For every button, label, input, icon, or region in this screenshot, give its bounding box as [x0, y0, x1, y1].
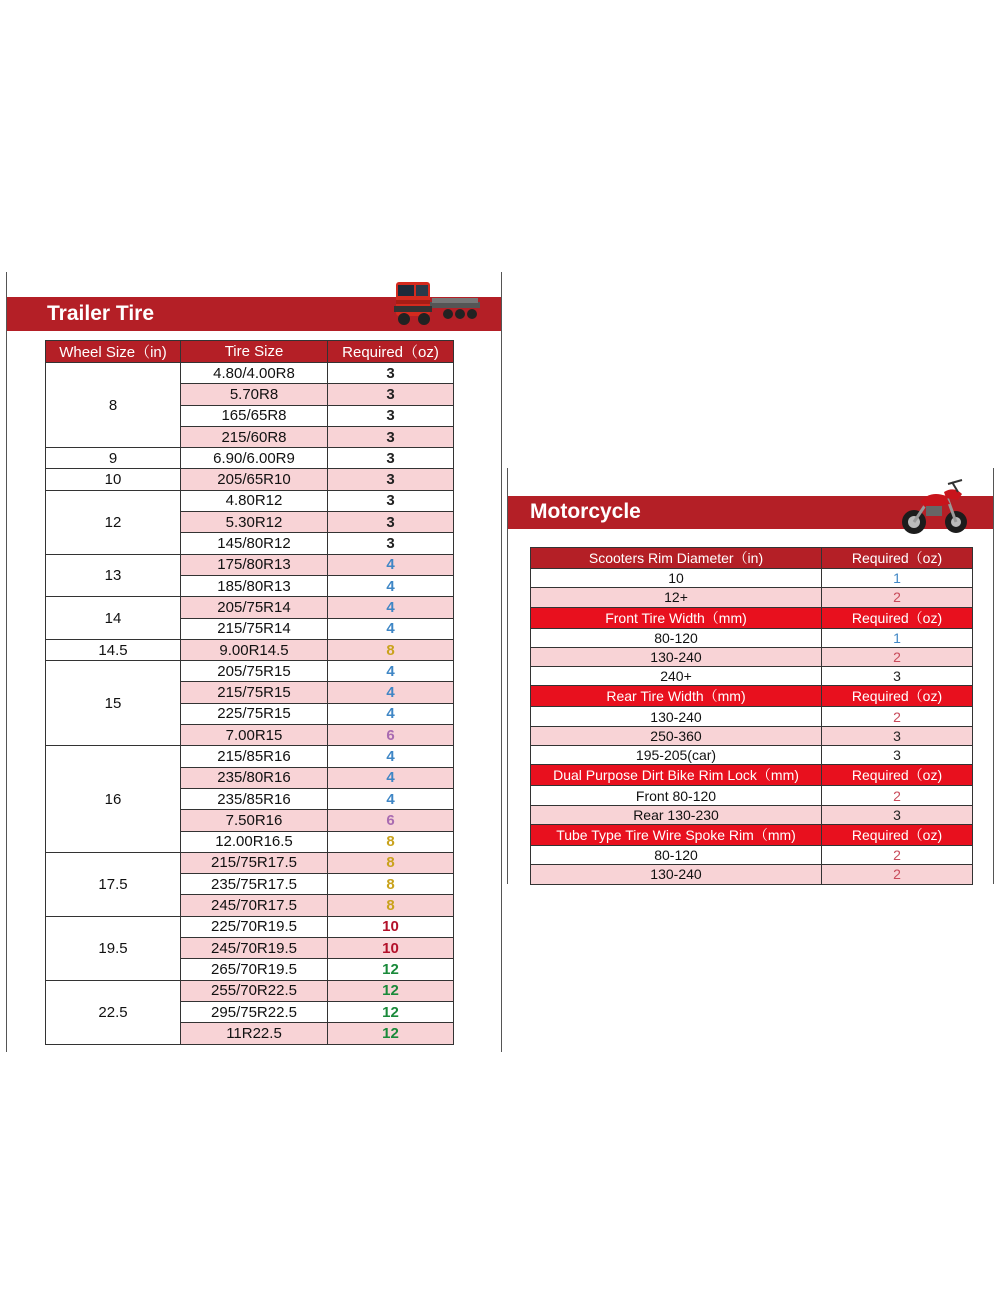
section-header-row [531, 765, 973, 786]
right-panel-border-left [507, 468, 508, 884]
wheel-size-cell: 16 [46, 746, 181, 852]
size-cell: 80-120 [531, 845, 822, 864]
table-row [46, 554, 454, 575]
required-oz-cell: 3 [822, 726, 973, 745]
required-oz-cell: 8 [328, 831, 454, 852]
tire-size-cell: 265/70R19.5 [181, 959, 328, 980]
table-row [46, 490, 454, 511]
table-row [531, 845, 973, 864]
table-row [531, 707, 973, 726]
section-header-row [531, 686, 973, 707]
tire-size-cell: 205/75R15 [181, 661, 328, 682]
table-row [531, 588, 973, 607]
size-cell: 250-360 [531, 726, 822, 745]
table-row [531, 726, 973, 745]
required-oz-cell: 3 [328, 490, 454, 511]
required-oz-cell: 3 [328, 384, 454, 405]
size-cell: 130-240 [531, 647, 822, 666]
section-header-size: Dual Purpose Dirt Bike Rim Lock（mm) [531, 765, 822, 786]
required-oz-cell: 2 [822, 647, 973, 666]
table-row [531, 786, 973, 805]
trailer-title: Trailer Tire [47, 302, 155, 325]
required-oz-cell: 3 [328, 469, 454, 490]
required-oz-cell: 4 [328, 554, 454, 575]
tire-size-cell: 4.80R12 [181, 490, 328, 511]
required-oz-cell: 10 [328, 938, 454, 959]
tire-size-cell: 12.00R16.5 [181, 831, 328, 852]
table-row [46, 469, 454, 490]
tire-size-cell: 205/65R10 [181, 469, 328, 490]
tire-size-cell: 185/80R13 [181, 575, 328, 596]
tire-size-cell: 5.30R12 [181, 512, 328, 533]
tire-size-cell: 205/75R14 [181, 597, 328, 618]
section-header-required: Required（oz) [822, 824, 973, 845]
tire-size-cell: 215/60R8 [181, 426, 328, 447]
required-oz-cell: 4 [328, 788, 454, 809]
table-row [531, 746, 973, 765]
required-oz-cell: 3 [328, 426, 454, 447]
required-oz-cell: 6 [328, 810, 454, 831]
tire-size-cell: 215/75R14 [181, 618, 328, 639]
table-row [46, 448, 454, 469]
required-oz-cell: 6 [328, 725, 454, 746]
required-oz-cell: 2 [822, 707, 973, 726]
wheel-size-cell: 17.5 [46, 852, 181, 916]
required-oz-cell: 12 [328, 1023, 454, 1044]
wheel-size-cell: 12 [46, 490, 181, 554]
size-cell: 80-120 [531, 628, 822, 647]
size-cell: Rear 130-230 [531, 805, 822, 824]
section-header-row [531, 824, 973, 845]
left-panel-border-left [6, 272, 7, 1052]
wheel-size-cell: 19.5 [46, 916, 181, 980]
required-oz-cell: 8 [328, 639, 454, 660]
section-header-required: Required（oz) [822, 765, 973, 786]
table-row [531, 647, 973, 666]
tire-size-cell: 145/80R12 [181, 533, 328, 554]
required-oz-cell: 12 [328, 980, 454, 1001]
section-header-required: Required（oz) [822, 548, 973, 569]
table-row [531, 805, 973, 824]
wheel-size-cell: 14.5 [46, 639, 181, 660]
header-required: Required（oz) [328, 341, 454, 363]
required-oz-cell: 12 [328, 959, 454, 980]
tire-size-cell: 225/70R19.5 [181, 916, 328, 937]
required-oz-cell: 1 [822, 569, 973, 588]
tire-size-cell: 215/85R16 [181, 746, 328, 767]
section-header-size: Front Tire Width（mm) [531, 607, 822, 628]
table-row [46, 980, 454, 1001]
required-oz-cell: 3 [328, 448, 454, 469]
table-row [531, 569, 973, 588]
tire-size-cell: 7.50R16 [181, 810, 328, 831]
required-oz-cell: 3 [328, 533, 454, 554]
table-row [46, 916, 454, 937]
table-row [46, 852, 454, 873]
size-cell: 195-205(car) [531, 746, 822, 765]
required-oz-cell: 4 [328, 661, 454, 682]
tire-size-cell: 11R22.5 [181, 1023, 328, 1044]
motorcycle-icon [900, 472, 972, 538]
section-header-size: Scooters Rim Diameter（in) [531, 548, 822, 569]
tire-size-cell: 295/75R22.5 [181, 1001, 328, 1022]
wheel-size-cell: 9 [46, 448, 181, 469]
required-oz-cell: 2 [822, 786, 973, 805]
required-oz-cell: 4 [328, 682, 454, 703]
tire-size-cell: 215/75R15 [181, 682, 328, 703]
table-row [531, 865, 973, 884]
wheel-size-cell: 15 [46, 661, 181, 746]
required-oz-cell: 10 [328, 916, 454, 937]
section-header-size: Tube Type Tire Wire Spoke Rim（mm) [531, 824, 822, 845]
tire-size-cell: 5.70R8 [181, 384, 328, 405]
tire-size-cell: 7.00R15 [181, 725, 328, 746]
wheel-size-cell: 14 [46, 597, 181, 640]
section-header-required: Required（oz) [822, 686, 973, 707]
table-row [46, 661, 454, 682]
size-cell: Front 80-120 [531, 786, 822, 805]
required-oz-cell: 8 [328, 874, 454, 895]
tire-size-cell: 225/75R15 [181, 703, 328, 724]
tire-size-cell: 4.80/4.00R8 [181, 363, 328, 384]
section-header-size: Rear Tire Width（mm) [531, 686, 822, 707]
wheel-size-cell: 8 [46, 363, 181, 448]
table-row [46, 363, 454, 384]
section-header-row [531, 607, 973, 628]
required-oz-cell: 4 [328, 767, 454, 788]
table-row [531, 628, 973, 647]
required-oz-cell: 4 [328, 618, 454, 639]
size-cell: 130-240 [531, 707, 822, 726]
required-oz-cell: 8 [328, 852, 454, 873]
required-oz-cell: 2 [822, 845, 973, 864]
tire-size-cell: 165/65R8 [181, 405, 328, 426]
wheel-size-cell: 22.5 [46, 980, 181, 1044]
tire-size-cell: 235/80R16 [181, 767, 328, 788]
right-panel-border-right [993, 468, 994, 884]
tire-size-cell: 245/70R17.5 [181, 895, 328, 916]
tire-size-cell: 6.90/6.00R9 [181, 448, 328, 469]
tire-size-cell: 9.00R14.5 [181, 639, 328, 660]
required-oz-cell: 3 [822, 746, 973, 765]
section-header-required: Required（oz) [822, 607, 973, 628]
required-oz-cell: 2 [822, 588, 973, 607]
required-oz-cell: 4 [328, 703, 454, 724]
required-oz-cell: 3 [822, 805, 973, 824]
size-cell: 130-240 [531, 865, 822, 884]
tire-size-cell: 215/75R17.5 [181, 852, 328, 873]
tire-size-cell: 245/70R19.5 [181, 938, 328, 959]
header-wheel-size: Wheel Size（in) [46, 341, 181, 363]
required-oz-cell: 3 [822, 667, 973, 686]
motorcycle-title: Motorcycle [530, 500, 641, 523]
size-cell: 12+ [531, 588, 822, 607]
required-oz-cell: 1 [822, 628, 973, 647]
required-oz-cell: 12 [328, 1001, 454, 1022]
tire-size-cell: 235/85R16 [181, 788, 328, 809]
required-oz-cell: 2 [822, 865, 973, 884]
required-oz-cell: 4 [328, 597, 454, 618]
table-row [531, 667, 973, 686]
trailer-tire-table [45, 340, 454, 1045]
table-row [46, 597, 454, 618]
table-row [46, 639, 454, 660]
required-oz-cell: 8 [328, 895, 454, 916]
tire-size-cell: 175/80R13 [181, 554, 328, 575]
wheel-size-cell: 13 [46, 554, 181, 597]
wheel-size-cell: 10 [46, 469, 181, 490]
size-cell: 240+ [531, 667, 822, 686]
tire-size-cell: 255/70R22.5 [181, 980, 328, 1001]
section-header-row [531, 548, 973, 569]
size-cell: 10 [531, 569, 822, 588]
required-oz-cell: 3 [328, 363, 454, 384]
required-oz-cell: 4 [328, 746, 454, 767]
motorcycle-table [530, 547, 973, 885]
required-oz-cell: 3 [328, 512, 454, 533]
tire-size-cell: 235/75R17.5 [181, 874, 328, 895]
required-oz-cell: 3 [328, 405, 454, 426]
left-panel-border-right [501, 272, 502, 1052]
header-tire-size: Tire Size [181, 341, 328, 363]
required-oz-cell: 4 [328, 575, 454, 596]
table-row [46, 746, 454, 767]
truck-icon [392, 276, 482, 332]
